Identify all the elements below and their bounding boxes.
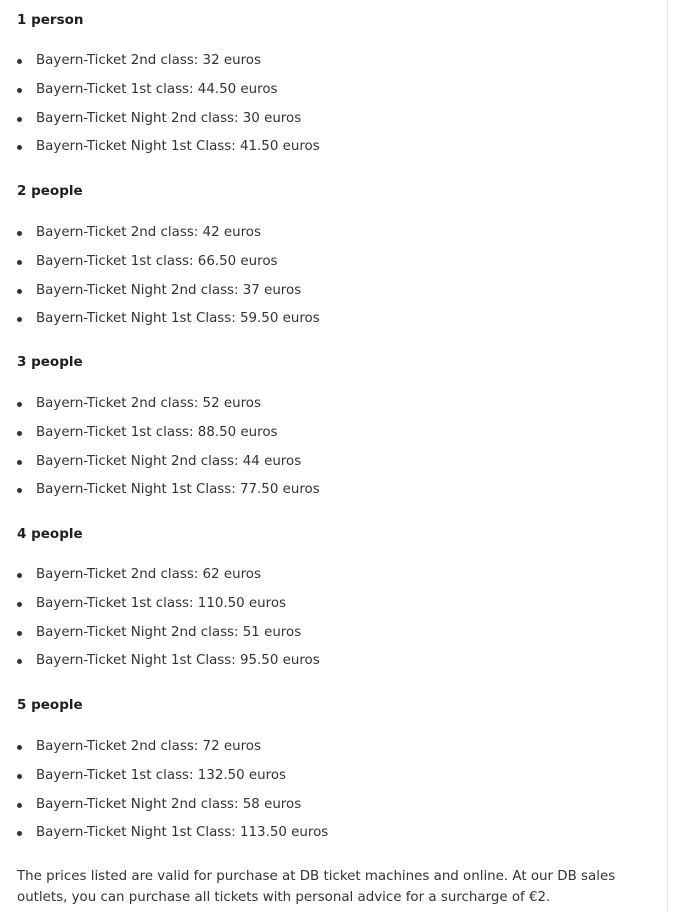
list-item: [17, 110, 320, 139]
group-heading-1-person: 1 person: [17, 12, 84, 28]
list-item: [17, 424, 320, 453]
bullet-icon: [17, 117, 22, 122]
list-item: [17, 253, 320, 282]
list-item: [17, 138, 320, 167]
bullet-icon: [17, 88, 22, 93]
bullet-icon: [17, 231, 22, 236]
list-item: [17, 52, 320, 81]
bullet-icon: [17, 631, 22, 636]
price-text: Bayern-Ticket Night 2nd class: 58 euros: [36, 796, 302, 812]
price-text: Bayern-Ticket Night 2nd class: 30 euros: [36, 110, 302, 126]
bullet-icon: [17, 402, 22, 407]
bullet-icon: [17, 317, 22, 322]
list-item: [17, 767, 328, 796]
list-item: [17, 624, 320, 653]
price-text: Bayern-Ticket 2nd class: 52 euros: [36, 396, 261, 411]
group-heading-4-people: 4 people: [17, 526, 83, 542]
bullet-icon: [17, 289, 22, 294]
list-item: [17, 738, 328, 767]
list-item: [17, 310, 320, 339]
price-text: Bayern-Ticket 1st class: 44.50 euros: [36, 81, 278, 97]
bullet-icon: [17, 260, 22, 265]
price-list-5-people: [17, 738, 328, 853]
price-text: Bayern-Ticket Night 2nd class: 37 euros: [36, 282, 302, 298]
bullet-icon: [17, 460, 22, 465]
bullet-icon: [17, 774, 22, 779]
list-item: [17, 453, 320, 482]
price-list-1-person: [17, 52, 320, 167]
price-list-3-people: [17, 395, 320, 510]
price-text: Bayern-Ticket 1st class: 132.50 euros: [36, 767, 287, 783]
bullet-icon: [17, 431, 22, 436]
bullet-icon: [17, 573, 22, 578]
bullet-icon: [17, 145, 22, 150]
price-text: Bayern-Ticket Night 1st Class: 59.50 euros: [36, 311, 320, 327]
price-text: Bayern-Ticket 1st class: 66.50 euros: [36, 253, 278, 269]
price-text: Bayern-Ticket 2nd class: 42 euros: [36, 225, 261, 240]
list-item: [17, 796, 328, 825]
group-heading-2-people: 2 people: [17, 183, 83, 199]
bullet-icon: [17, 59, 22, 64]
price-text: Bayern-Ticket Night 1st Class: 113.50 euros: [36, 825, 329, 841]
price-text: Bayern-Ticket Night 1st Class: 95.50 euros: [36, 653, 320, 669]
price-footnote: The prices listed are valid for purchase at DB ticket machines and online. At our DB sales outlets, you can purchase all tickets with personal advice for a surcharge of €2.: [17, 869, 616, 905]
list-item: [17, 595, 320, 624]
list-item: [17, 824, 328, 853]
price-text: Bayern-Ticket 1st class: 110.50 euros: [36, 595, 287, 611]
price-text: Bayern-Ticket 2nd class: 72 euros: [36, 739, 261, 754]
price-list-4-people: [17, 566, 320, 681]
price-text: Bayern-Ticket Night 2nd class: 44 euros: [36, 453, 302, 469]
price-text: Bayern-Ticket Night 1st Class: 41.50 euros: [36, 139, 320, 155]
bullet-icon: [17, 803, 22, 808]
price-list-2-people: [17, 224, 320, 339]
list-item: [17, 481, 320, 510]
list-item: [17, 224, 320, 253]
bullet-icon: [17, 659, 22, 664]
list-item: [17, 395, 320, 424]
list-item: [17, 282, 320, 311]
list-item: [17, 566, 320, 595]
list-item: [17, 652, 320, 681]
price-text: Bayern-Ticket Night 1st Class: 77.50 euros: [36, 482, 320, 498]
group-heading-3-people: 3 people: [17, 354, 83, 370]
price-text: Bayern-Ticket 1st class: 88.50 euros: [36, 424, 278, 440]
price-text: Bayern-Ticket 2nd class: 32 euros: [36, 53, 261, 68]
bullet-icon: [17, 831, 22, 836]
price-text: Bayern-Ticket 2nd class: 62 euros: [36, 567, 261, 582]
bullet-icon: [17, 602, 22, 607]
bullet-icon: [17, 745, 22, 750]
list-item: [17, 81, 320, 110]
price-text: Bayern-Ticket Night 2nd class: 51 euros: [36, 624, 302, 640]
group-heading-5-people: 5 people: [17, 697, 83, 713]
bullet-icon: [17, 488, 22, 493]
